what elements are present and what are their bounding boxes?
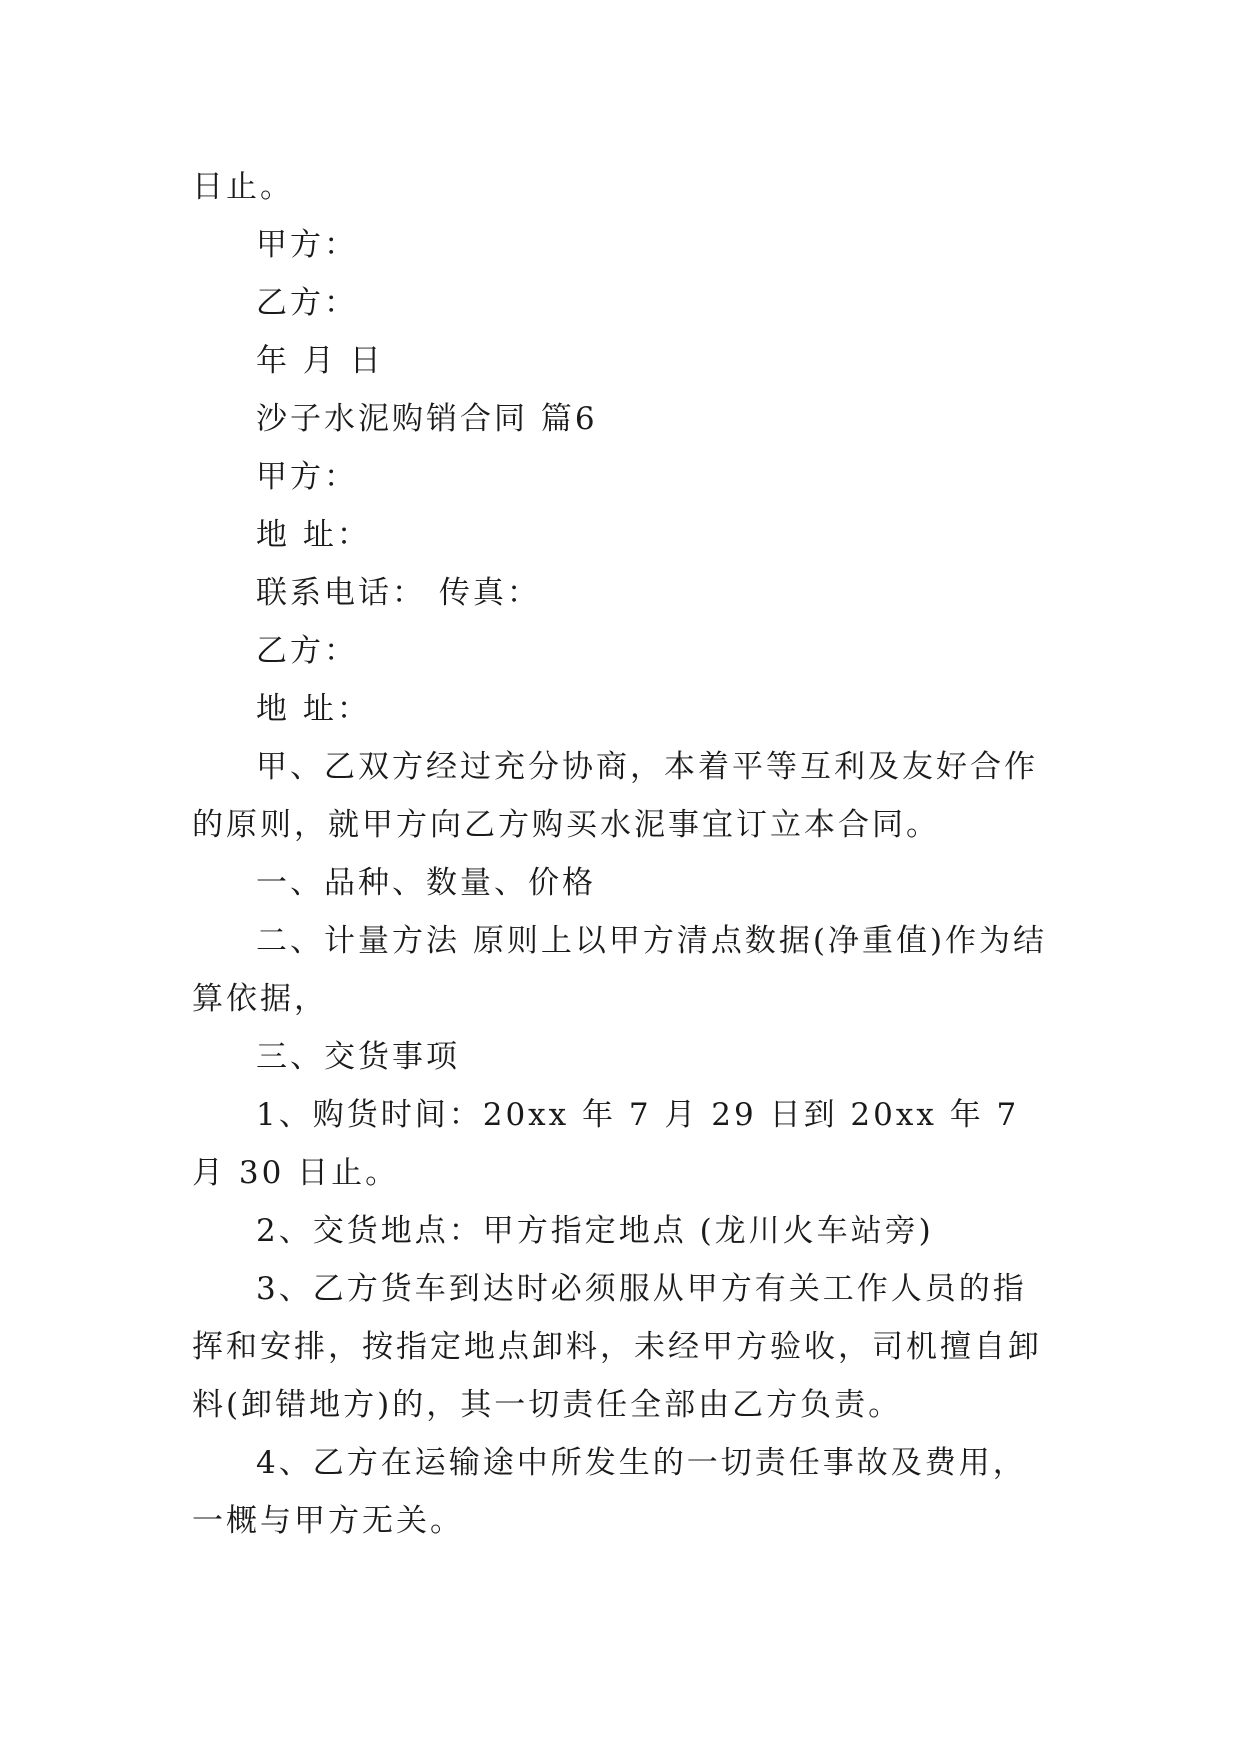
clause-3-heading: 三、交货事项 <box>256 1039 460 1075</box>
signature-date-line: 年 月 日 <box>256 343 384 379</box>
clause-3-item-3: 3、乙方货车到达时必须服从甲方有关工作人员的指挥和安排，按指定地点卸料，未经甲方验收，司机擅自卸料(卸错地方)的，其一切责任全部由乙方负责。 <box>192 1271 1042 1423</box>
clause-3-item-4: 4、乙方在运输途中所发生的一切责任事故及费用，一概与甲方无关。 <box>192 1445 1027 1539</box>
party-b-signature-label: 乙方： <box>256 285 358 321</box>
paragraph-date-end: 日止。 <box>192 169 294 205</box>
clause-3-item-1: 1、购货时间：20xx 年 7 月 29 日到 20xx 年 7 月 30 日止。 <box>192 1097 1020 1191</box>
document-body <box>192 158 1058 1550</box>
clause-2-measurement: 二、计量方法 原则上以甲方清点数据(净重值)作为结算依据， <box>192 923 1048 1017</box>
party-b-address-label: 地 址： <box>256 691 371 727</box>
party-a-contact-label: 联系电话： 传真： <box>256 575 541 611</box>
contract-preamble: 甲、乙双方经过充分协商，本着平等互利及友好合作的原则，就甲方向乙方购买水泥事宜订立本合同。 <box>192 749 1038 843</box>
party-b-label: 乙方： <box>256 633 358 669</box>
party-a-label: 甲方： <box>256 459 358 495</box>
contract-section-title: 沙子水泥购销合同 篇6 <box>256 401 598 437</box>
party-a-signature-label: 甲方： <box>256 227 358 263</box>
clause-1-heading: 一、品种、数量、价格 <box>256 865 596 901</box>
clause-3-item-2: 2、交货地点：甲方指定地点 (龙川火车站旁) <box>256 1213 934 1249</box>
party-a-address-label: 地 址： <box>256 517 371 553</box>
